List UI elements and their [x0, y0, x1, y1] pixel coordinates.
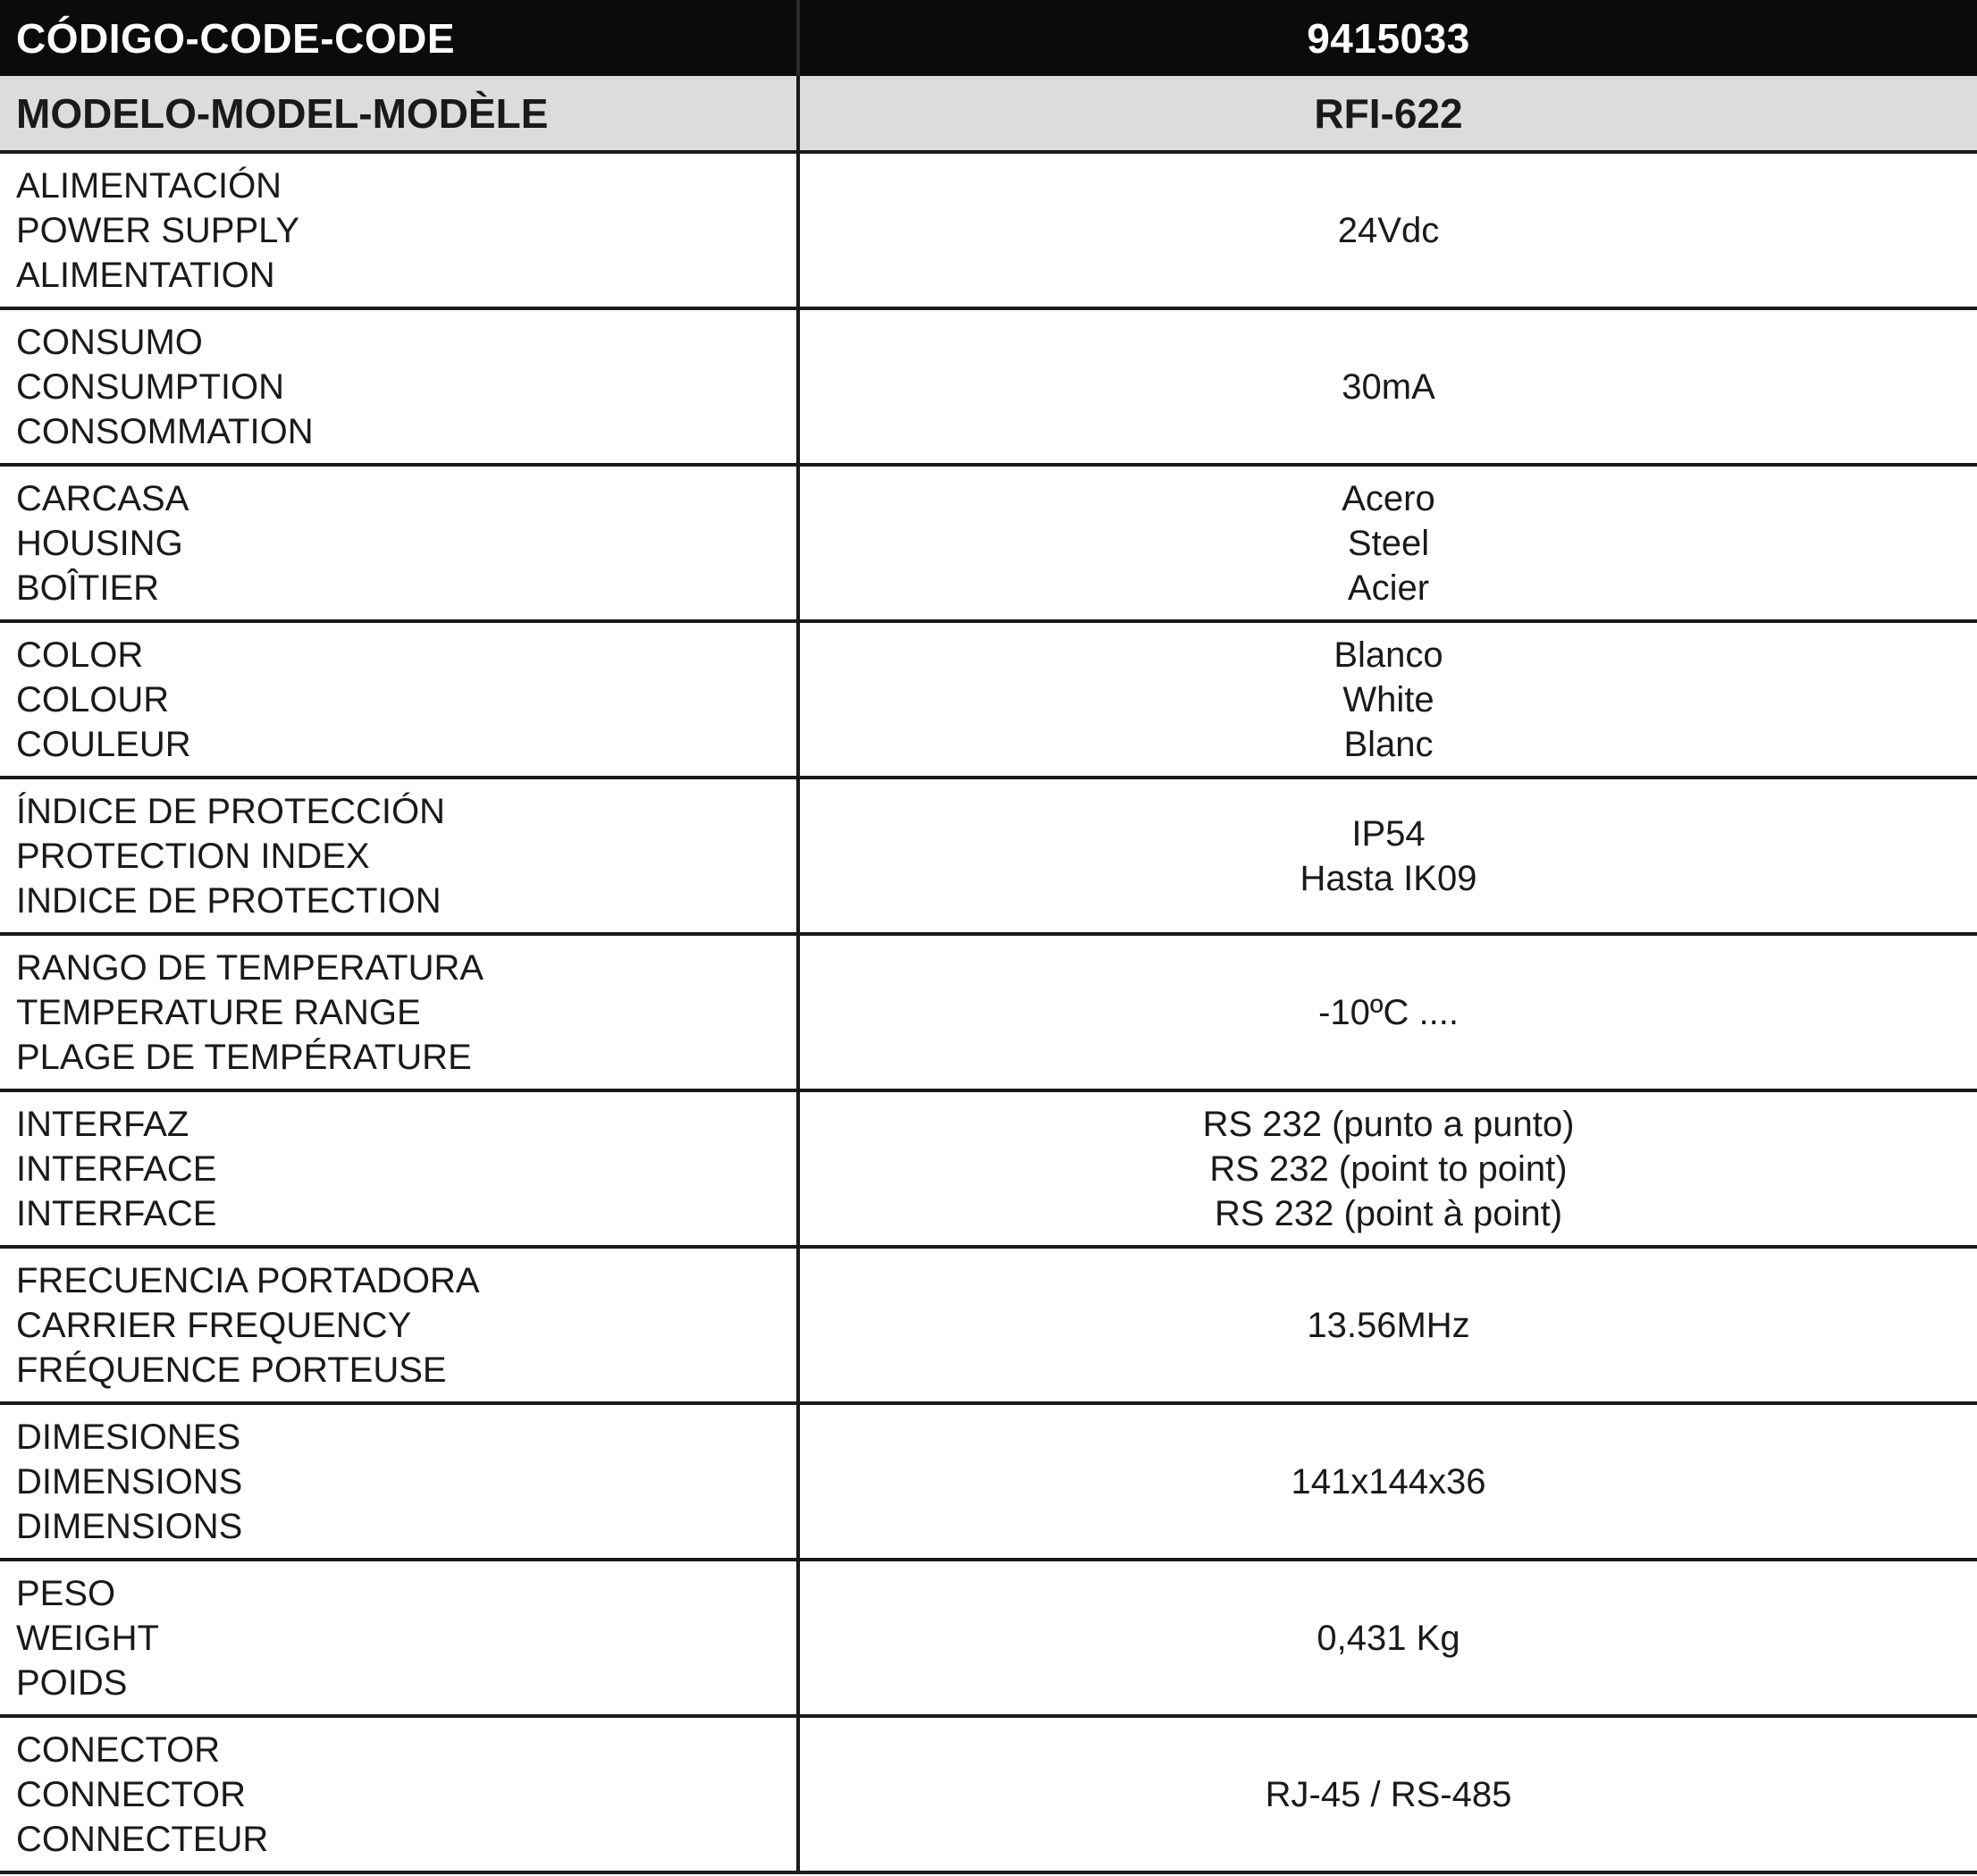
code-label: CÓDIGO-CODE-CODE [0, 0, 798, 76]
spec-label-cell [0, 1403, 798, 1560]
spec-label-line: CONECTOR [16, 1729, 221, 1770]
spec-value-line: RS 232 (point à point) [1214, 1193, 1563, 1233]
spec-label-line: COLOUR [16, 679, 170, 719]
spec-value-cell [798, 152, 1977, 308]
spec-label-line: INDICE DE PROTECTION [16, 880, 442, 921]
spec-label-cell [0, 1560, 798, 1716]
spec-value-cell [798, 1090, 1977, 1247]
spec-label-line: PLAGE DE TEMPÉRATURE [16, 1037, 472, 1077]
spec-label-line: POWER SUPPLY [16, 210, 300, 250]
spec-value-cell [798, 1403, 1977, 1560]
spec-value-cell [798, 778, 1977, 934]
spec-label-line: INTERFAZ [16, 1104, 189, 1144]
spec-label-line: FRÉQUENCE PORTEUSE [16, 1350, 447, 1390]
spec-label-cell [0, 465, 798, 621]
code-value: 9415033 [798, 0, 1977, 76]
spec-value-line: Blanc [1343, 724, 1434, 764]
spec-value-line: Blanco [1333, 635, 1443, 675]
spec-value-line: RS 232 (punto a punto) [1202, 1104, 1575, 1144]
spec-value-line: 0,431 Kg [1317, 1618, 1460, 1658]
spec-row [0, 1716, 1977, 1872]
spec-label-line: COLOR [16, 635, 144, 675]
spec-label-line: ALIMENTACIÓN [16, 165, 282, 206]
spec-value-line: -10ºC .... [1318, 992, 1459, 1032]
spec-value-cell [798, 621, 1977, 778]
model-label: MODELO-MODEL-MODÈLE [0, 76, 798, 152]
spec-value-line: Hasta IK09 [1300, 858, 1477, 898]
spec-label-line: CARCASA [16, 478, 189, 518]
spec-row [0, 465, 1977, 621]
spec-value-cell [798, 934, 1977, 1090]
spec-value-line: IP54 [1351, 813, 1426, 854]
spec-row [0, 1403, 1977, 1560]
spec-value-line: RS 232 (point to point) [1209, 1148, 1568, 1189]
spec-label-line: FRECUENCIA PORTADORA [16, 1260, 480, 1300]
spec-row [0, 152, 1977, 308]
spec-label-line: INTERFACE [16, 1193, 217, 1233]
spec-label-line: ÍNDICE DE PROTECCIÓN [16, 791, 446, 831]
spec-value-cell [798, 465, 1977, 621]
spec-value-line: White [1342, 679, 1434, 719]
spec-value-line: RJ-45 / RS-485 [1265, 1774, 1512, 1814]
spec-value-cell [798, 308, 1977, 465]
spec-value-line: 141x144x36 [1291, 1461, 1486, 1502]
spec-row [0, 778, 1977, 934]
spec-row [0, 1090, 1977, 1247]
spec-row [0, 1560, 1977, 1716]
spec-label-cell [0, 152, 798, 308]
spec-value-line: Steel [1347, 523, 1430, 563]
spec-label-line: TEMPERATURE RANGE [16, 992, 421, 1032]
spec-value-line: 24Vdc [1337, 210, 1440, 250]
spec-label-line: POIDS [16, 1662, 128, 1703]
spec-label-line: DIMENSIONS [16, 1506, 243, 1546]
spec-label-line: CONNECTOR [16, 1774, 247, 1814]
spec-value-cell [798, 1247, 1977, 1403]
spec-label-line: CONSOMMATION [16, 411, 314, 451]
header-code-row [0, 0, 1977, 76]
spec-label-line: CARRIER FREQUENCY [16, 1305, 412, 1345]
spec-label-line: CONSUMO [16, 322, 203, 362]
spec-row [0, 621, 1977, 778]
spec-label-line: COULEUR [16, 724, 191, 764]
spec-value-line: Acero [1342, 478, 1435, 518]
spec-label-line: DIMESIONES [16, 1417, 241, 1457]
spec-value-line: 30mA [1342, 366, 1435, 407]
spec-value-cell [798, 1560, 1977, 1716]
spec-label-line: BOÎTIER [16, 568, 160, 608]
spec-label-line: WEIGHT [16, 1618, 159, 1658]
spec-label-line: DIMENSIONS [16, 1461, 243, 1502]
spec-row [0, 1247, 1977, 1403]
spec-label-cell [0, 1090, 798, 1247]
spec-label-line: CONSUMPTION [16, 366, 284, 407]
spec-label-cell [0, 778, 798, 934]
spec-label-line: PESO [16, 1573, 116, 1613]
spec-row [0, 934, 1977, 1090]
spec-row [0, 308, 1977, 465]
spec-label-line: HOUSING [16, 523, 183, 563]
spec-value-line: Acier [1347, 568, 1430, 608]
spec-label-line: ALIMENTATION [16, 255, 275, 295]
spec-label-line: RANGO DE TEMPERATURA [16, 947, 484, 988]
spec-label-cell [0, 621, 798, 778]
spec-label-line: INTERFACE [16, 1148, 217, 1189]
header-model-row [0, 76, 1977, 152]
spec-value-cell [798, 1716, 1977, 1872]
spec-label-line: CONNECTEUR [16, 1819, 269, 1859]
model-value: RFI-622 [798, 76, 1977, 152]
spec-label-cell [0, 934, 798, 1090]
spec-label-line: PROTECTION INDEX [16, 836, 370, 876]
spec-value-line: 13.56MHz [1307, 1305, 1470, 1345]
spec-label-cell [0, 1247, 798, 1403]
spec-label-cell [0, 308, 798, 465]
spec-label-cell [0, 1716, 798, 1872]
